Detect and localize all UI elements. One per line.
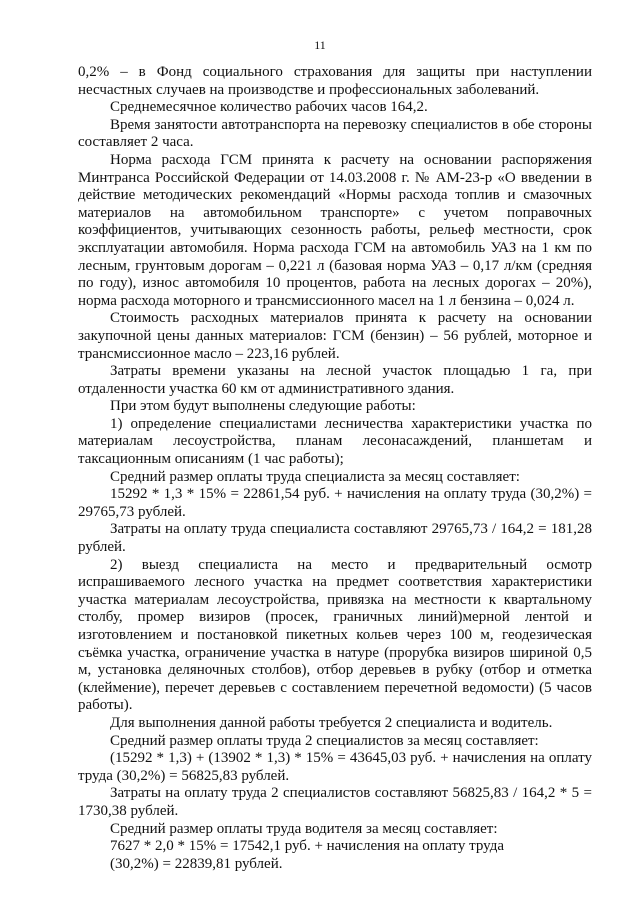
paragraph-time-costs: Затраты времени указаны на лесной участок площадью 1 га, при отдаленности участка 60 км от административного здания. <box>78 363 592 397</box>
paragraph-two-specialists-salary: Средний размер оплаты труда 2 специалистов за месяц составляет: <box>110 732 539 749</box>
paragraph-driver-salary-total: (30,2%) = 22839,81 рублей. <box>110 855 283 872</box>
paragraph-two-specialists-calc: (15292 * 1,3) + (13902 * 1,3) * 15% = 43645,03 руб. + начисления на оплату труда (30,2%) = 56825,83 рублей. <box>78 750 592 784</box>
paragraph-materials-cost: Стоимость расходных материалов принята к расчету на основании закупочной цены данных материалов: ГСМ (бензин) – 56 рублей, моторное и трансмиссионное масло – 223,16 рублей. <box>78 310 592 362</box>
paragraph-driver-salary-calc: 7627 * 2,0 * 15% = 17542,1 руб. + начисления на оплату труда <box>110 838 505 855</box>
document-body <box>78 64 592 873</box>
paragraph-works-intro: При этом будут выполнены следующие работы: <box>110 398 416 415</box>
paragraph-transport-time: Время занятости автотранспорта на перевозку специалистов в обе стороны составляет 2 часа. <box>78 116 592 151</box>
paragraph-specialist-labor-cost: Затраты на оплату труда специалиста составляют 29765,73 / 164,2 = 181,28 рублей. <box>78 521 592 556</box>
paragraph-work-hours: Среднемесячное количество рабочих часов 164,2. <box>110 99 428 116</box>
paragraph-specialist-salary: Средний размер оплаты труда специалиста за месяц составляет: <box>110 468 520 485</box>
paragraph-specialist-salary-calc: 15292 * 1,3 * 15% = 22861,54 руб. + начисления на оплату труда (30,2%) = 29765,73 рублей. <box>78 486 592 520</box>
page-number: 11 <box>314 38 326 52</box>
paragraph-social-insurance: 0,2% – в Фонд социального страхования для защиты при наступлении несчастных случаев на производстве и профессиональных заболеваний. <box>78 64 592 98</box>
paragraph-driver-salary: Средний размер оплаты труда водителя за месяц составляет: <box>110 820 498 837</box>
paragraph-work-item-2: 2) выезд специалиста на место и предварительный осмотр испрашиваемого лесного участка на предмет соответствия характеристики участка материалам лесоустройства, привязка на местности к квартальному столбу, промер визиров (просек, граничных линий)мерной лентой и изготовлением и постановкой пикетных кольев через 100 м, геодезическая съёмка участка, ограничение участка в натуре (прорубка визиров шириной 0,5 м, установка деляночных столбов), отбор деревьев в рубку (отбор и отметка (клеймение), перечет деревьев с составлением перечетной ведомости) (5 часов работы). <box>78 556 592 714</box>
paragraph-staff-required: Для выполнения данной работы требуется 2 специалиста и водитель. <box>110 714 553 731</box>
paragraph-two-specialists-labor-cost: Затраты на оплату труда 2 специалистов составляют 56825,83 / 164,2 * 5 = 1730,38 рублей. <box>78 785 592 819</box>
paragraph-fuel-norm: Норма расхода ГСМ принята к расчету на основании распоряжения Минтранса Российской Федерации от 14.03.2008 г. № АМ-23-р «О введении в действие методических рекомендаций «Нормы расхода топлив и смазочных материалов на автомобильном транспорте» с учетом поправочных коэффициентов, учитывающих сезонность работы, рельеф местности, срок эксплуатации автомобиля. Норма расхода ГСМ на автомобиль УАЗ на 1 км по лесным, грунтовым дорогам – 0,221 л (базовая норма УАЗ – 0,17 л/км (средняя по году), износ автомобиля 10 процентов, работа на лесных дорогах – 20%), норма расхода моторного и трансмиссионного масел на 1 л бензина – 0,024 л. <box>78 151 592 309</box>
paragraph-work-item-1: 1) определение специалистами лесничества характеристики участка по материалам лесоустройства, планам лесонасаждений, планшетам и таксационным описаниям (1 час работы); <box>78 415 592 468</box>
